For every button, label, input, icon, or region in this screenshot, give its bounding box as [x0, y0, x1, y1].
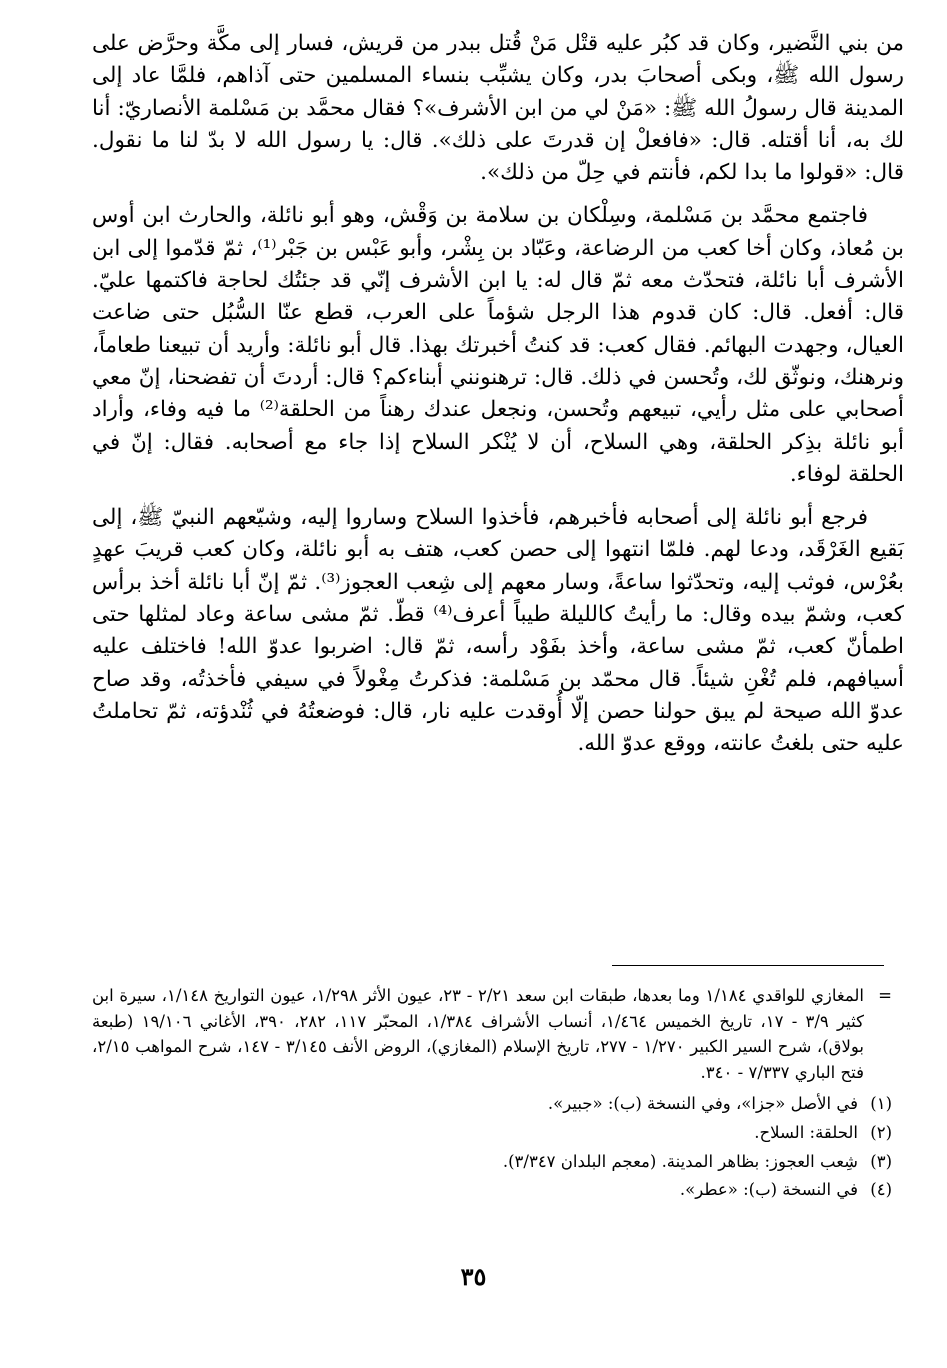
page-number: ٣٥ — [460, 1262, 487, 1291]
footnote-item — [92, 1177, 892, 1203]
footnote-continuation — [92, 983, 892, 1085]
continuation-marker: = — [878, 986, 892, 1005]
footnote-list — [92, 1091, 892, 1202]
footnote-item — [92, 1120, 892, 1146]
footnote-number: (٤) — [870, 1180, 892, 1200]
footnote-text: شِعب العجوز: بظاهر المدينة. (معجم البلدان ٣/٣٤٧). — [502, 1151, 858, 1171]
paragraph-2: فاجتمع محمَّد بن مَسْلمة، وسِلْكان بن سلامة بن وَقْش، وهو أبو نائلة، والحارث ابن أوس بن مُعاذ، وكان أخا كعب من الرضاعة، وعَبّاد بن بِشْر، وأبو عَبْس بن جَبْر⁽¹⁾، ثمّ قدّموا إلى ابن الأشرف أبا نائلة، فتحدّث معه ثمّ قال له: يا ابن الأشرف إنّي قد جئتُك لحاجة فاكتمها عليّ. قال: أفعل. قال: كان قدوم هذا الرجل شؤماً على العرب، قطع عنّا السُّبُل حتى ضاعت العيال، وجهدت البهائم. فقال كعب: قد كنتُ أخبرتك بهذا. قال أبو نائلة: وأريد أن تبيعنا طعاماً، ونرهنك، ونوثّق لك، وتُحسن في ذلك. قال: ترهنونني أبناءكم؟ قال: أردتَ أن تفضحنا، إنّ معي أصحابي على مثل رأيي، تبيعهم وتُحسن، ونجعل عندك رهناً من الحلقة⁽²⁾ ما فيه وفاء، وأراد أبو نائلة بذِكر الحلقة، وهي السلاح، أن لا يُنْكر السلاح إذا جاء مع أصحابه. فقال: إنّ في الحلقة لوفاء. — [92, 203, 905, 487]
main-text — [92, 28, 904, 761]
footnotes — [92, 983, 892, 1206]
footnote-text: في الأصل «جزا»، وفي النسخة (ب): «جبير». — [547, 1094, 858, 1114]
footnote-number: (١) — [870, 1094, 892, 1114]
continuation-text: المغازي للواقدي ١/١٨٤ وما بعدها، طبقات ابن سعد ٢/٢١ - ٢٣، عيون الأثر ١/٢٩٨، عيون التواريخ ١/١٤٨، سيرة ابن كثير ٣/٩ - ١٧، تاريخ الخميس ١/٤٦٤، أنساب الأشراف ١/٣٨٤، المحبّر ١١٧، ٢٨٢، ٣٩٠، الأغاني ١٩/١٠٦ (طبعة بولاق)، شرح السير الكبير ١/٢٧٠ - ٢٧٧، تاريخ الإسلام (المغازي)، الروض الأنف ٣/١٤٥ - ١٤٧، شرح المواهب ٢/١٥، فتح الباري ٧/٣٣٧ - ٣٤٠. — [92, 986, 865, 1082]
footnote-text: الحلقة: السلاح. — [754, 1122, 858, 1142]
footnote-number: (٢) — [870, 1122, 892, 1142]
footnote-separator — [612, 965, 884, 966]
footnote-text: في النسخة (ب): «عطر». — [679, 1180, 858, 1200]
paragraph-3: فرجع أبو نائلة إلى أصحابه فأخبرهم، فأخذوا السلاح وساروا إليه، وشيّعهم النبيّ ﷺ، إلى بَقيع الغَرْقَد، ودعا لهم. فلمّا انتهوا إلى حصن كعب، هتف به أبو نائلة، وكان كعب قريبَ عهدٍ بعُرْس، فوثب إليه، وتحدّثوا ساعةً، وسار معهم إلى شِعب العجوز⁽³⁾. ثمّ إنّ أبا نائلة أخذ برأس كعب، وشمّ بيده وقال: ما رأيتُ كالليلة طيباً أعرف⁽⁴⁾ قطّ. ثمّ مشى ساعة وعاد لمثلها حتى اطمأنّ كعب، ثمّ مشى ساعة، وأخذ بفَوْد رأسه، ثمّ قال: اضربوا عدوّ الله! فاختلف عليه أسيافهم، فلم تُغْنِ شيئاً. قال محمّد بن مَسْلمة: فذكرتُ مِغْولاً في سيفي فأخذتُه، وقد صاح عدوّ الله صيحة لم يبق حولنا حصن إلّا أُوقدت عليه نار، قال: فوضعتُهُ في ثُنْدؤته، ثمّ تحاملتُ عليه حتى بلغتُ عانته، ووقع عدوّ الله. — [92, 505, 904, 757]
footnote-item — [92, 1149, 892, 1175]
footnote-item — [92, 1091, 892, 1117]
paragraph-1: من بني النَّضير، وكان قد كبُر عليه قتْل مَنْ قُتل ببدر من قريش، فسار إلى مكَّة وحرَّض على رسول الله ﷺ، وبكى أصحابَ بدر، وكان يشبِّب بنساء المسلمين حتى آذاهم، فلمَّا عاد إلى المدينة قال رسولُ الله ﷺ: «مَنْ لي من ابن الأشرف»؟ فقال محمَّد بن مَسْلمة الأنصاريّ: أنا لك به، أنا أقتله. قال: «فافعلْ إن قدرتَ على ذلك». قال: يا رسول الله لا بدّ لنا ما نقول. قال: «قولوا ما بدا لكم، فأنتم في حِلّ من ذلك». — [92, 31, 904, 186]
footnote-number: (٣) — [870, 1151, 892, 1171]
